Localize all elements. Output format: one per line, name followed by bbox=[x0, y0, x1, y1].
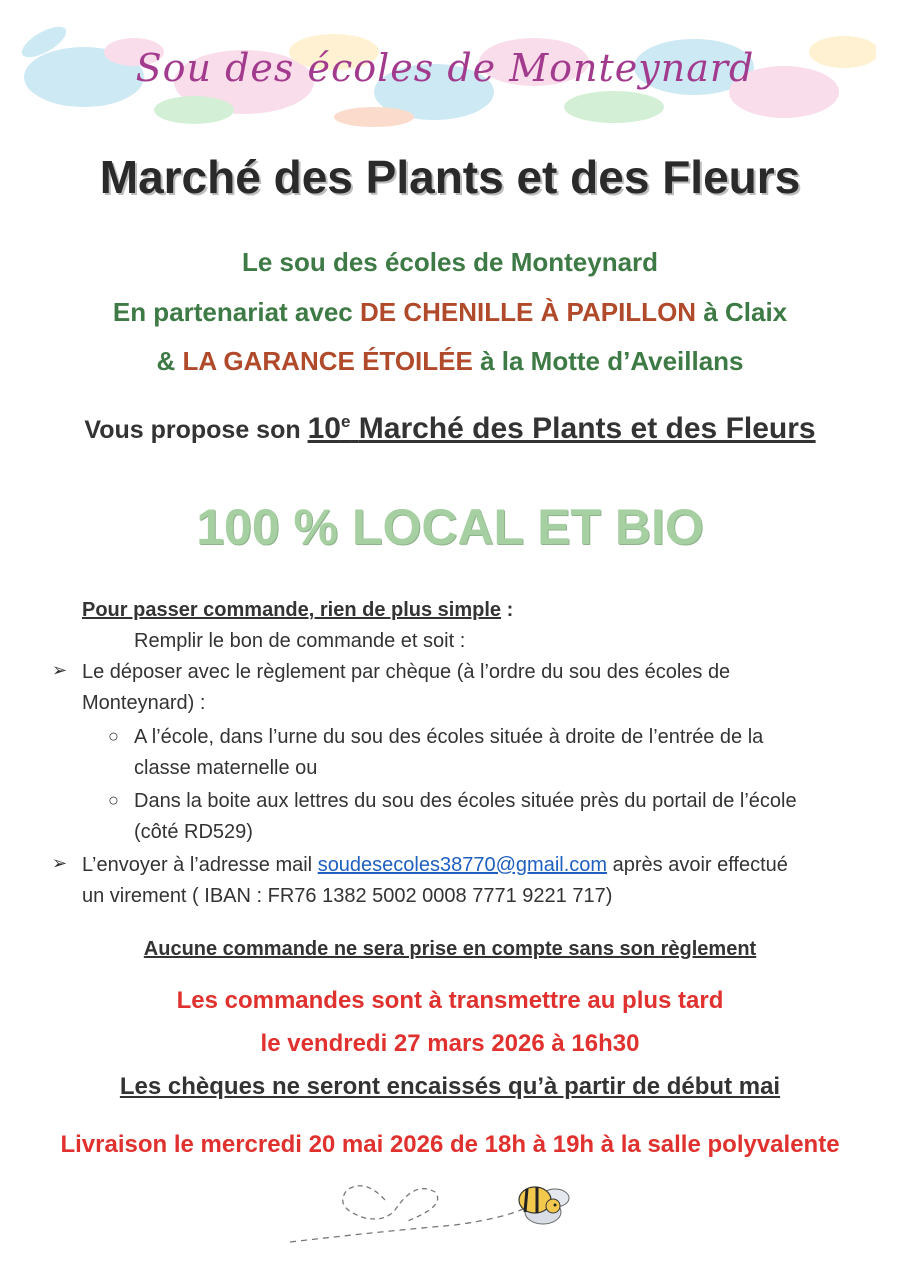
partner-line-2-prefix: & bbox=[156, 346, 176, 376]
order-heading bbox=[82, 595, 513, 626]
header-banner bbox=[14, 22, 876, 128]
organizer-line: Le sou des écoles de Monteynard bbox=[241, 247, 659, 277]
cheques-notice: Les chèques ne seront encaissés qu’à partir de début mai bbox=[119, 1073, 781, 1100]
partner-line-1-prefix: En partenariat avec bbox=[112, 297, 353, 327]
arrow-bullet-icon: ➢ bbox=[52, 660, 68, 680]
announcement-prefix: Vous propose son bbox=[84, 416, 301, 444]
option-1-line-1: Le déposer avec le règlement par chèque (à l’ordre du sou des écoles de bbox=[82, 661, 731, 683]
partner-line-2 bbox=[0, 346, 900, 377]
order-heading-text: Pour passer commande, rien de plus simple bbox=[82, 599, 502, 621]
page-title: Marché des Plants et des Fleurs bbox=[99, 151, 801, 203]
option-2-line-2: un virement ( IBAN : FR76 1382 5002 0008 7771 9221 717) bbox=[82, 885, 613, 907]
deadline-line-1: Les commandes sont à transmettre au plus tard bbox=[176, 987, 724, 1014]
delivery-info: Livraison le mercredi 20 mai 2026 de 18h à 19h à la salle polyvalente bbox=[60, 1131, 840, 1158]
partner-line-1 bbox=[0, 297, 900, 328]
event-title: Marché des Plants et des Fleurs bbox=[358, 412, 816, 445]
sub-option-2-line-2: (côté RD529) bbox=[134, 821, 253, 843]
sub-option-1-line-1: A l’école, dans l’urne du sou des écoles située à droite de l’entrée de la bbox=[134, 726, 764, 748]
sub-option-2-line-1: Dans la boite aux lettres du sou des écoles située près du portail de l’école bbox=[134, 790, 797, 812]
partner-name-garance: LA GARANCE ÉTOILÉE bbox=[182, 346, 473, 376]
banner-title: Sou des écoles de Monteynard bbox=[135, 46, 755, 90]
partner-name-chenille: DE CHENILLE À PAPILLON bbox=[359, 297, 697, 327]
deadline-line-2: le vendredi 27 mars 2026 à 16h30 bbox=[260, 1030, 640, 1057]
event-name bbox=[308, 412, 816, 445]
circle-bullet-icon: ○ bbox=[108, 790, 119, 810]
edition-number: 10 bbox=[307, 412, 341, 445]
email-link[interactable]: soudesecoles38770@gmail.com bbox=[317, 854, 608, 876]
option-2-line-1 bbox=[82, 850, 788, 881]
circle-bullet-icon: ○ bbox=[108, 726, 119, 746]
partner-line-2-suffix: à la Motte d’Aveillans bbox=[480, 346, 744, 376]
event-announcement bbox=[0, 412, 900, 446]
option-1-line-2: Monteynard) : bbox=[82, 692, 206, 714]
bee-illustration bbox=[285, 1170, 605, 1250]
order-intro: Remplir le bon de commande et soit : bbox=[134, 630, 466, 652]
order-heading-colon: : bbox=[501, 599, 514, 621]
option-2-prefix: L’envoyer à l’adresse mail bbox=[82, 854, 313, 876]
sub-option-1-line-2: classe maternelle ou bbox=[134, 757, 318, 779]
partner-line-1-suffix: à Claix bbox=[703, 297, 788, 327]
arrow-bullet-icon: ➢ bbox=[52, 853, 68, 873]
slogan: 100 % LOCAL ET BIO bbox=[196, 499, 704, 555]
edition-suffix: e bbox=[340, 412, 351, 431]
payment-notice: Aucune commande ne sera prise en compte sans son règlement bbox=[143, 938, 757, 960]
option-2-suffix: après avoir effectué bbox=[612, 854, 788, 876]
